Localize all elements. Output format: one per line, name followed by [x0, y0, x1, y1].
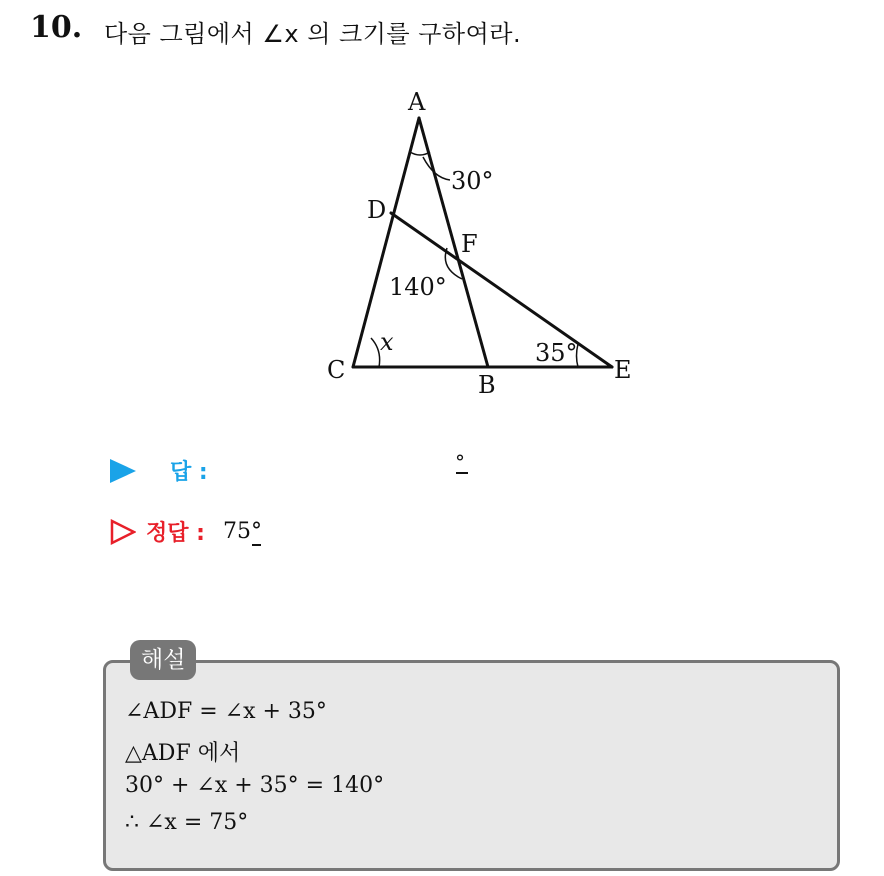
point-B: B [478, 371, 496, 399]
point-F: F [461, 230, 478, 258]
point-A: A [408, 88, 426, 116]
play-arrow-icon [110, 459, 136, 483]
solution-tab: 해설 [130, 640, 196, 680]
angle-label-x: x [380, 328, 394, 356]
solution-line: ∠ADF = ∠x + 35° [125, 699, 327, 724]
answer-row [110, 455, 208, 486]
answer-degree-mark: ° [455, 450, 465, 474]
outline-arrow-icon [110, 519, 136, 545]
correct-row [110, 516, 262, 547]
correct-value: 75 [222, 519, 251, 544]
solution-line: 30° + ∠x + 35° = 140° [125, 773, 385, 798]
angle-label-35: 35° [535, 339, 578, 367]
answer-label: 답 : [170, 460, 208, 485]
question-number: 10. [30, 10, 83, 45]
point-D: D [367, 196, 387, 224]
answer-blank[interactable] [455, 450, 465, 474]
solution-line: △ADF 에서 [125, 741, 241, 766]
angle-arc-C [371, 338, 380, 367]
correct-unit: ° [250, 519, 262, 544]
point-C: C [327, 356, 346, 384]
correct-label: 정답 : [146, 521, 205, 546]
angle-label-140: 140° [389, 273, 447, 301]
solution-line: ∴ ∠x = 75° [125, 810, 249, 835]
question-text: 다음 그림에서 ∠x 의 크기를 구하여라. [104, 20, 522, 48]
point-E: E [614, 356, 632, 384]
correct-answer [223, 519, 262, 544]
angle-label-30: 30° [451, 167, 494, 195]
answer-underline [456, 472, 468, 474]
